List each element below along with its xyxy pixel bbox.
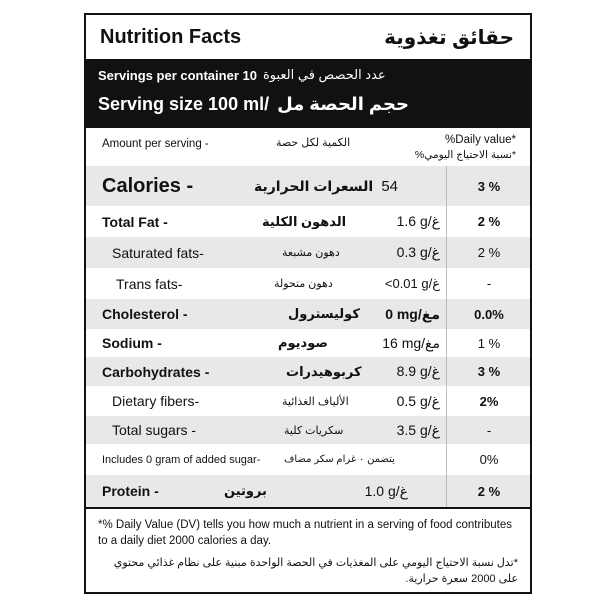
trans-fats-row — [86, 268, 530, 299]
total-fat-amount: 1.6 g/غ — [396, 213, 440, 229]
dietary-fibers-row — [86, 386, 530, 416]
cholesterol-label-ar: كوليسترول — [288, 306, 360, 321]
added-sugar-label-ar: يتضمن ٠ غرام سكر مضاف — [284, 454, 395, 465]
servings-per-container — [86, 65, 530, 85]
protein-label-ar: بروتين — [224, 483, 267, 498]
total-sugars-label-ar: سكريات كلية — [284, 424, 344, 437]
serving-info-bar — [86, 59, 530, 128]
sodium-daily-value: 1 % — [477, 335, 501, 351]
protein-daily-value: 2 % — [477, 483, 501, 499]
cholesterol-row — [86, 299, 530, 329]
servings-per-container-ar: عدد الحصص في العبوة — [262, 67, 386, 82]
saturated-fats-label-en: Saturated fats- — [112, 244, 204, 261]
trans-fats-daily-value: - — [486, 276, 492, 291]
saturated-fats-label-ar: دهون مشبعة — [282, 247, 340, 259]
trans-fats-label-ar: دهون متحولة — [274, 278, 333, 290]
column-divider — [446, 237, 447, 268]
dietary-fibers-label-ar: الألياف الغذائية — [282, 395, 349, 408]
calories-value: 54 — [381, 177, 398, 195]
saturated-fats-row — [86, 237, 530, 268]
carbohydrates-row — [86, 357, 530, 386]
cholesterol-daily-value: 0.0% — [474, 306, 504, 322]
carbohydrates-daily-value: 3 % — [477, 364, 501, 379]
dietary-fibers-label-en: Dietary fibers- — [112, 393, 200, 409]
added-sugar-row — [86, 444, 530, 475]
footnote-ar: *تدل نسبة الاحتياج اليومي على المغذيات في الحصة الواحدة مبنية على نظام غذائي محتوي على 2000 سعرة حرارية. — [113, 557, 518, 585]
saturated-fats-daily-value: 2 % — [477, 245, 501, 260]
sodium-label-en: Sodium - — [102, 335, 162, 351]
column-divider — [446, 357, 447, 386]
dietary-fibers-amount: 0.5 g/غ — [396, 392, 440, 409]
dietary-fibers-daily-value: 2% — [479, 393, 499, 409]
calories-label-en: Calories - — [102, 174, 194, 197]
column-divider — [446, 299, 447, 329]
total-sugars-daily-value: - — [486, 422, 492, 438]
amount-per-serving-en: Amount per serving - — [102, 138, 209, 150]
servings-per-container-en: Servings per container 10 — [98, 67, 257, 83]
column-divider — [446, 166, 447, 206]
sodium-amount: 16 mg/مغ — [382, 334, 440, 351]
total-fat-daily-value: 2 % — [477, 214, 501, 229]
column-divider — [446, 416, 447, 444]
total-fat-label-en: Total Fat - — [102, 213, 168, 230]
nutrition-label — [84, 13, 532, 594]
carbohydrates-label-en: Carbohydrates - — [102, 363, 210, 380]
trans-fats-label-en: Trans fats- — [116, 275, 183, 292]
daily-value-header-en: %Daily value* — [445, 134, 516, 146]
amount-per-serving-ar: الكمية لكل حصة — [276, 137, 351, 149]
trans-fats-amount: <0.01 g/غ — [384, 275, 440, 291]
cholesterol-label-en: Cholesterol - — [102, 306, 188, 322]
carbohydrates-amount: 8.9 g/غ — [396, 363, 440, 379]
sodium-label-ar: صوديوم — [278, 335, 328, 350]
calories-daily-value: 3 % — [477, 178, 501, 194]
column-divider — [446, 268, 447, 299]
column-divider — [446, 444, 447, 475]
total-fat-row — [86, 206, 530, 237]
calories-label-ar: السعرات الحرارية — [254, 177, 374, 194]
added-sugar-label-en: Includes 0 gram of added sugar- — [102, 453, 261, 466]
calories-row — [86, 166, 530, 206]
total-sugars-row — [86, 416, 530, 444]
daily-value-footnote — [86, 507, 530, 594]
protein-row — [86, 475, 530, 507]
column-divider — [446, 386, 447, 416]
column-divider — [446, 329, 447, 357]
total-sugars-amount: 3.5 g/غ — [396, 421, 440, 438]
serving-size — [86, 87, 530, 121]
title-row — [86, 15, 530, 59]
saturated-fats-amount: 0.3 g/غ — [396, 244, 440, 260]
total-sugars-label-en: Total sugars - — [112, 422, 197, 438]
carbohydrates-label-ar: كربوهيدرات — [286, 363, 362, 379]
sodium-row — [86, 329, 530, 357]
cholesterol-amount: 0 mg/مغ — [385, 305, 440, 322]
protein-amount: 1.0 g/غ — [364, 482, 408, 499]
title-english: Nutrition Facts — [100, 25, 242, 48]
footnote-en: *% Daily Value (DV) tells you how much a nutrient in a serving of food contributes to a daily diet 2000 calories a day. — [98, 519, 512, 547]
total-fat-label-ar: الدهون الكلية — [262, 213, 347, 229]
added-sugar-daily-value: 0% — [479, 452, 499, 467]
daily-value-header-ar: *نسبة الاحتياج اليومي% — [414, 149, 516, 161]
column-divider — [446, 475, 447, 507]
amount-per-serving-row — [86, 128, 530, 166]
title-arabic: حقائق تغذوية — [384, 26, 514, 49]
serving-size-ar: حجم الحصة مل — [277, 93, 409, 114]
column-divider — [446, 206, 447, 237]
serving-size-en: Serving size 100 ml/ — [98, 93, 270, 114]
protein-label-en: Protein - — [102, 483, 159, 499]
